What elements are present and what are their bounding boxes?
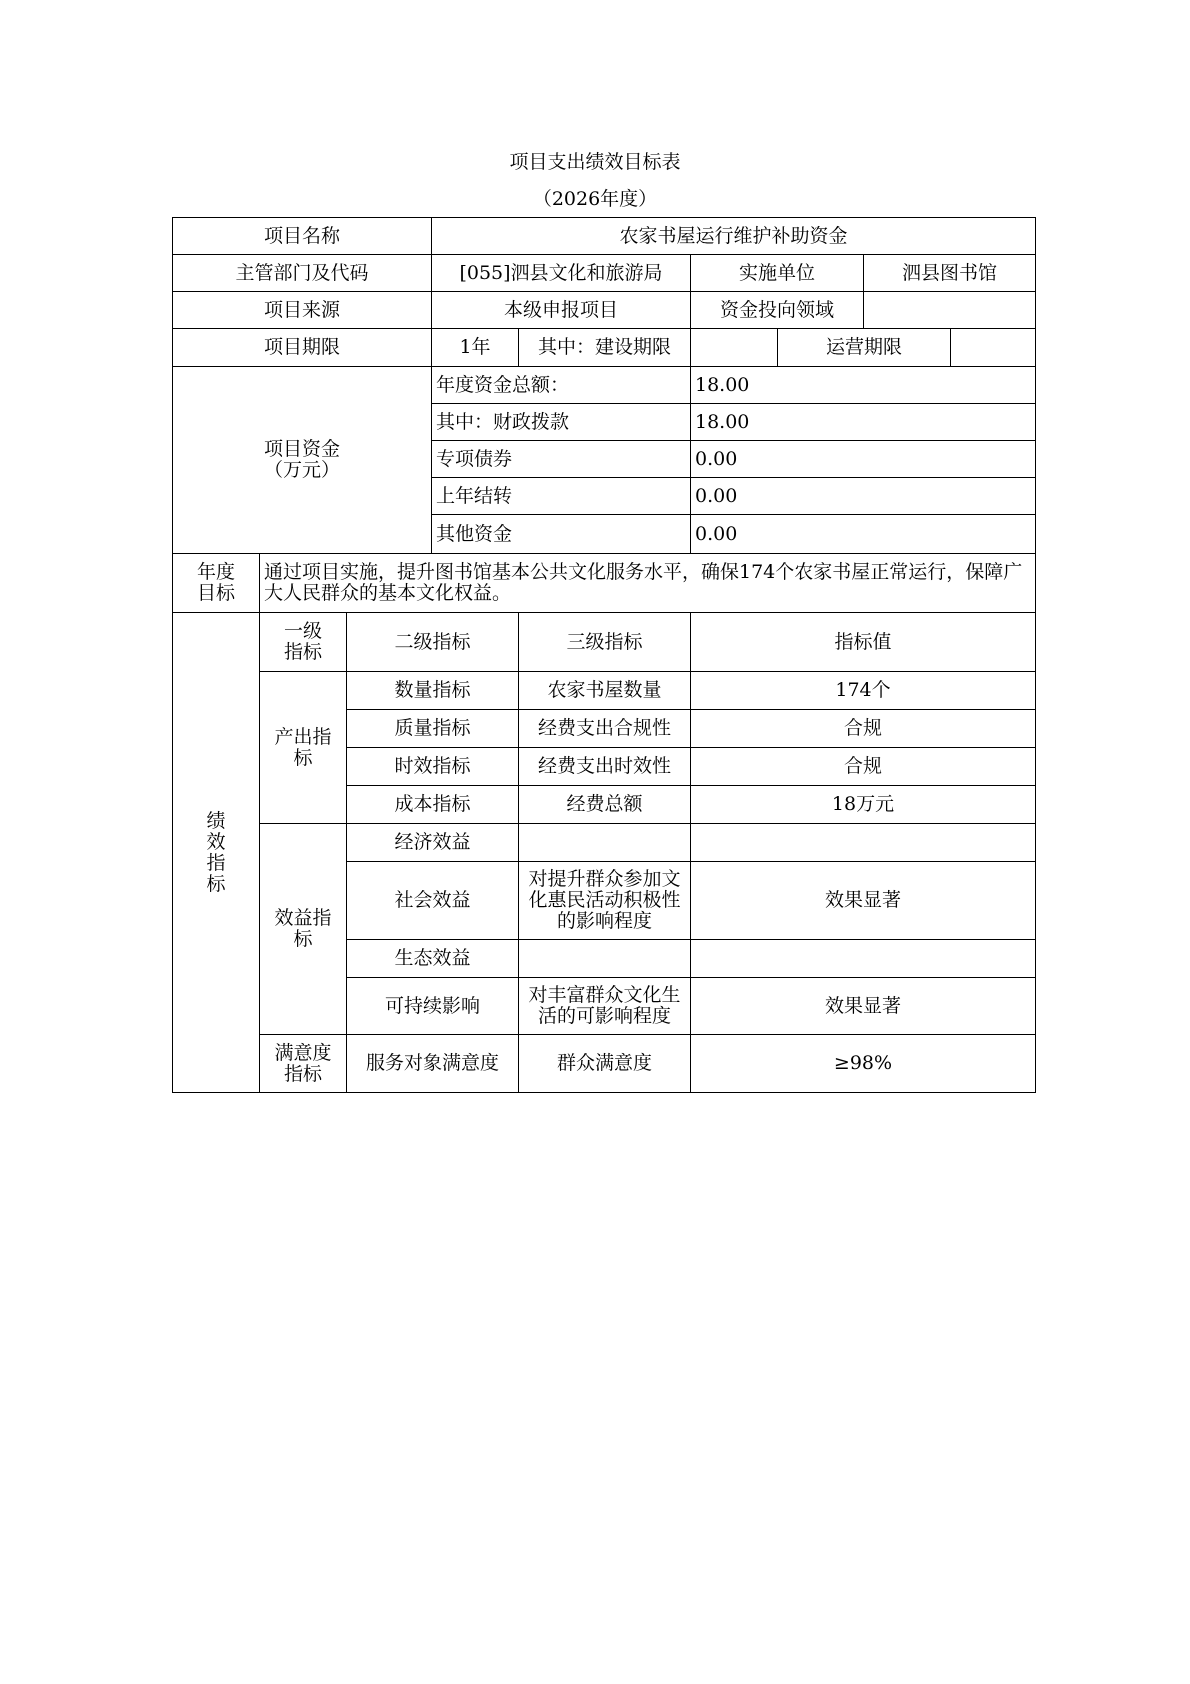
page-subtitle-year: （2026年度）	[532, 188, 658, 210]
indicator-level3: 经费支出时效性	[518, 747, 691, 786]
indicator-level2: 时效指标	[346, 747, 519, 786]
indicator-level2: 数量指标	[346, 671, 519, 710]
group-output-text: 产出指标	[274, 725, 332, 769]
indicator-level3: 农家书屋数量	[518, 671, 691, 710]
source-value: 本级申报项目	[431, 291, 691, 329]
header-level2: 二级指标	[346, 612, 519, 672]
funds-row-value: 0.00	[690, 477, 1036, 515]
indicator-level2: 经济效益	[346, 823, 519, 862]
funds-row-label: 专项债券	[431, 440, 691, 478]
header-level3: 三级指标	[518, 612, 691, 672]
indicator-value: ≥98%	[690, 1034, 1036, 1093]
funds-row-value: 0.00	[690, 514, 1036, 554]
indicator-level2: 质量指标	[346, 709, 519, 748]
funds-row-label: 其中：财政拨款	[431, 403, 691, 441]
indicator-level3: 经费总额	[518, 785, 691, 824]
indicator-level2: 社会效益	[346, 861, 519, 940]
funds-row-value: 18.00	[690, 366, 1036, 404]
indicator-value	[690, 823, 1036, 862]
header-level1-text: 一级指标	[283, 620, 322, 663]
group-output	[259, 671, 347, 824]
project-name-label: 项目名称	[172, 217, 432, 255]
indicator-level2: 成本指标	[346, 785, 519, 824]
indicator-level2: 可持续影响	[346, 977, 519, 1035]
indicator-value: 174个	[690, 671, 1036, 710]
funds-row-value: 0.00	[690, 440, 1036, 478]
page-title: 项目支出绩效目标表	[509, 151, 681, 173]
period-value: 1年	[431, 328, 519, 367]
funds-row-label: 其他资金	[431, 514, 691, 554]
indicator-level3: 对丰富群众文化生活的可影响程度	[518, 977, 691, 1035]
indicator-value: 效果显著	[690, 861, 1036, 940]
group-benefit	[259, 823, 347, 1035]
indicator-level3	[518, 823, 691, 862]
indicator-level3: 群众满意度	[518, 1034, 691, 1093]
indicator-value: 合规	[690, 747, 1036, 786]
field-value	[863, 291, 1036, 329]
build-label: 其中：建设期限	[518, 328, 691, 367]
funds-label-line2: （万元）	[263, 459, 340, 481]
group-benefit-text: 效益指标	[274, 907, 332, 950]
group-satisfaction-text: 满意度指标	[274, 1041, 332, 1085]
indicator-level3: 经费支出合规性	[518, 709, 691, 748]
funds-label-line1: 项目资金	[263, 438, 340, 460]
indicator-value: 18万元	[690, 785, 1036, 824]
project-name-value: 农家书屋运行维护补助资金	[431, 217, 1036, 255]
indicator-level3	[518, 939, 691, 978]
header-level1	[259, 612, 347, 672]
indicator-value: 合规	[690, 709, 1036, 748]
perf-label	[172, 612, 260, 1093]
indicator-value	[690, 939, 1036, 978]
group-satisfaction	[259, 1034, 347, 1093]
funds-row-label: 上年结转	[431, 477, 691, 515]
header-value: 指标值	[690, 612, 1036, 672]
impl-value: 泗县图书馆	[863, 254, 1036, 292]
dept-label: 主管部门及代码	[172, 254, 432, 292]
dept-value: [055]泗县文化和旅游局	[431, 254, 691, 292]
goal-text: 通过项目实施，提升图书馆基本公共文化服务水平，确保174个农家书屋正常运行，保障广大人民群众的基本文化权益。	[259, 553, 1036, 613]
period-label: 项目期限	[172, 328, 432, 367]
goal-label	[172, 553, 260, 613]
funds-label	[172, 366, 432, 554]
indicator-level3: 对提升群众参加文化惠民活动积极性的影响程度	[518, 861, 691, 940]
indicator-level2: 生态效益	[346, 939, 519, 978]
field-label: 资金投向领域	[690, 291, 864, 329]
impl-label: 实施单位	[690, 254, 864, 292]
oper-value	[950, 328, 1036, 367]
source-label: 项目来源	[172, 291, 432, 329]
perf-label-text: 绩效指标	[206, 809, 226, 895]
indicator-value: 效果显著	[690, 977, 1036, 1035]
build-value	[690, 328, 778, 367]
oper-label: 运营期限	[777, 328, 951, 367]
funds-row-label: 年度资金总额：	[431, 366, 691, 404]
funds-row-value: 18.00	[690, 403, 1036, 441]
goal-label-text: 年度目标	[196, 561, 235, 604]
indicator-level2: 服务对象满意度	[346, 1034, 519, 1093]
